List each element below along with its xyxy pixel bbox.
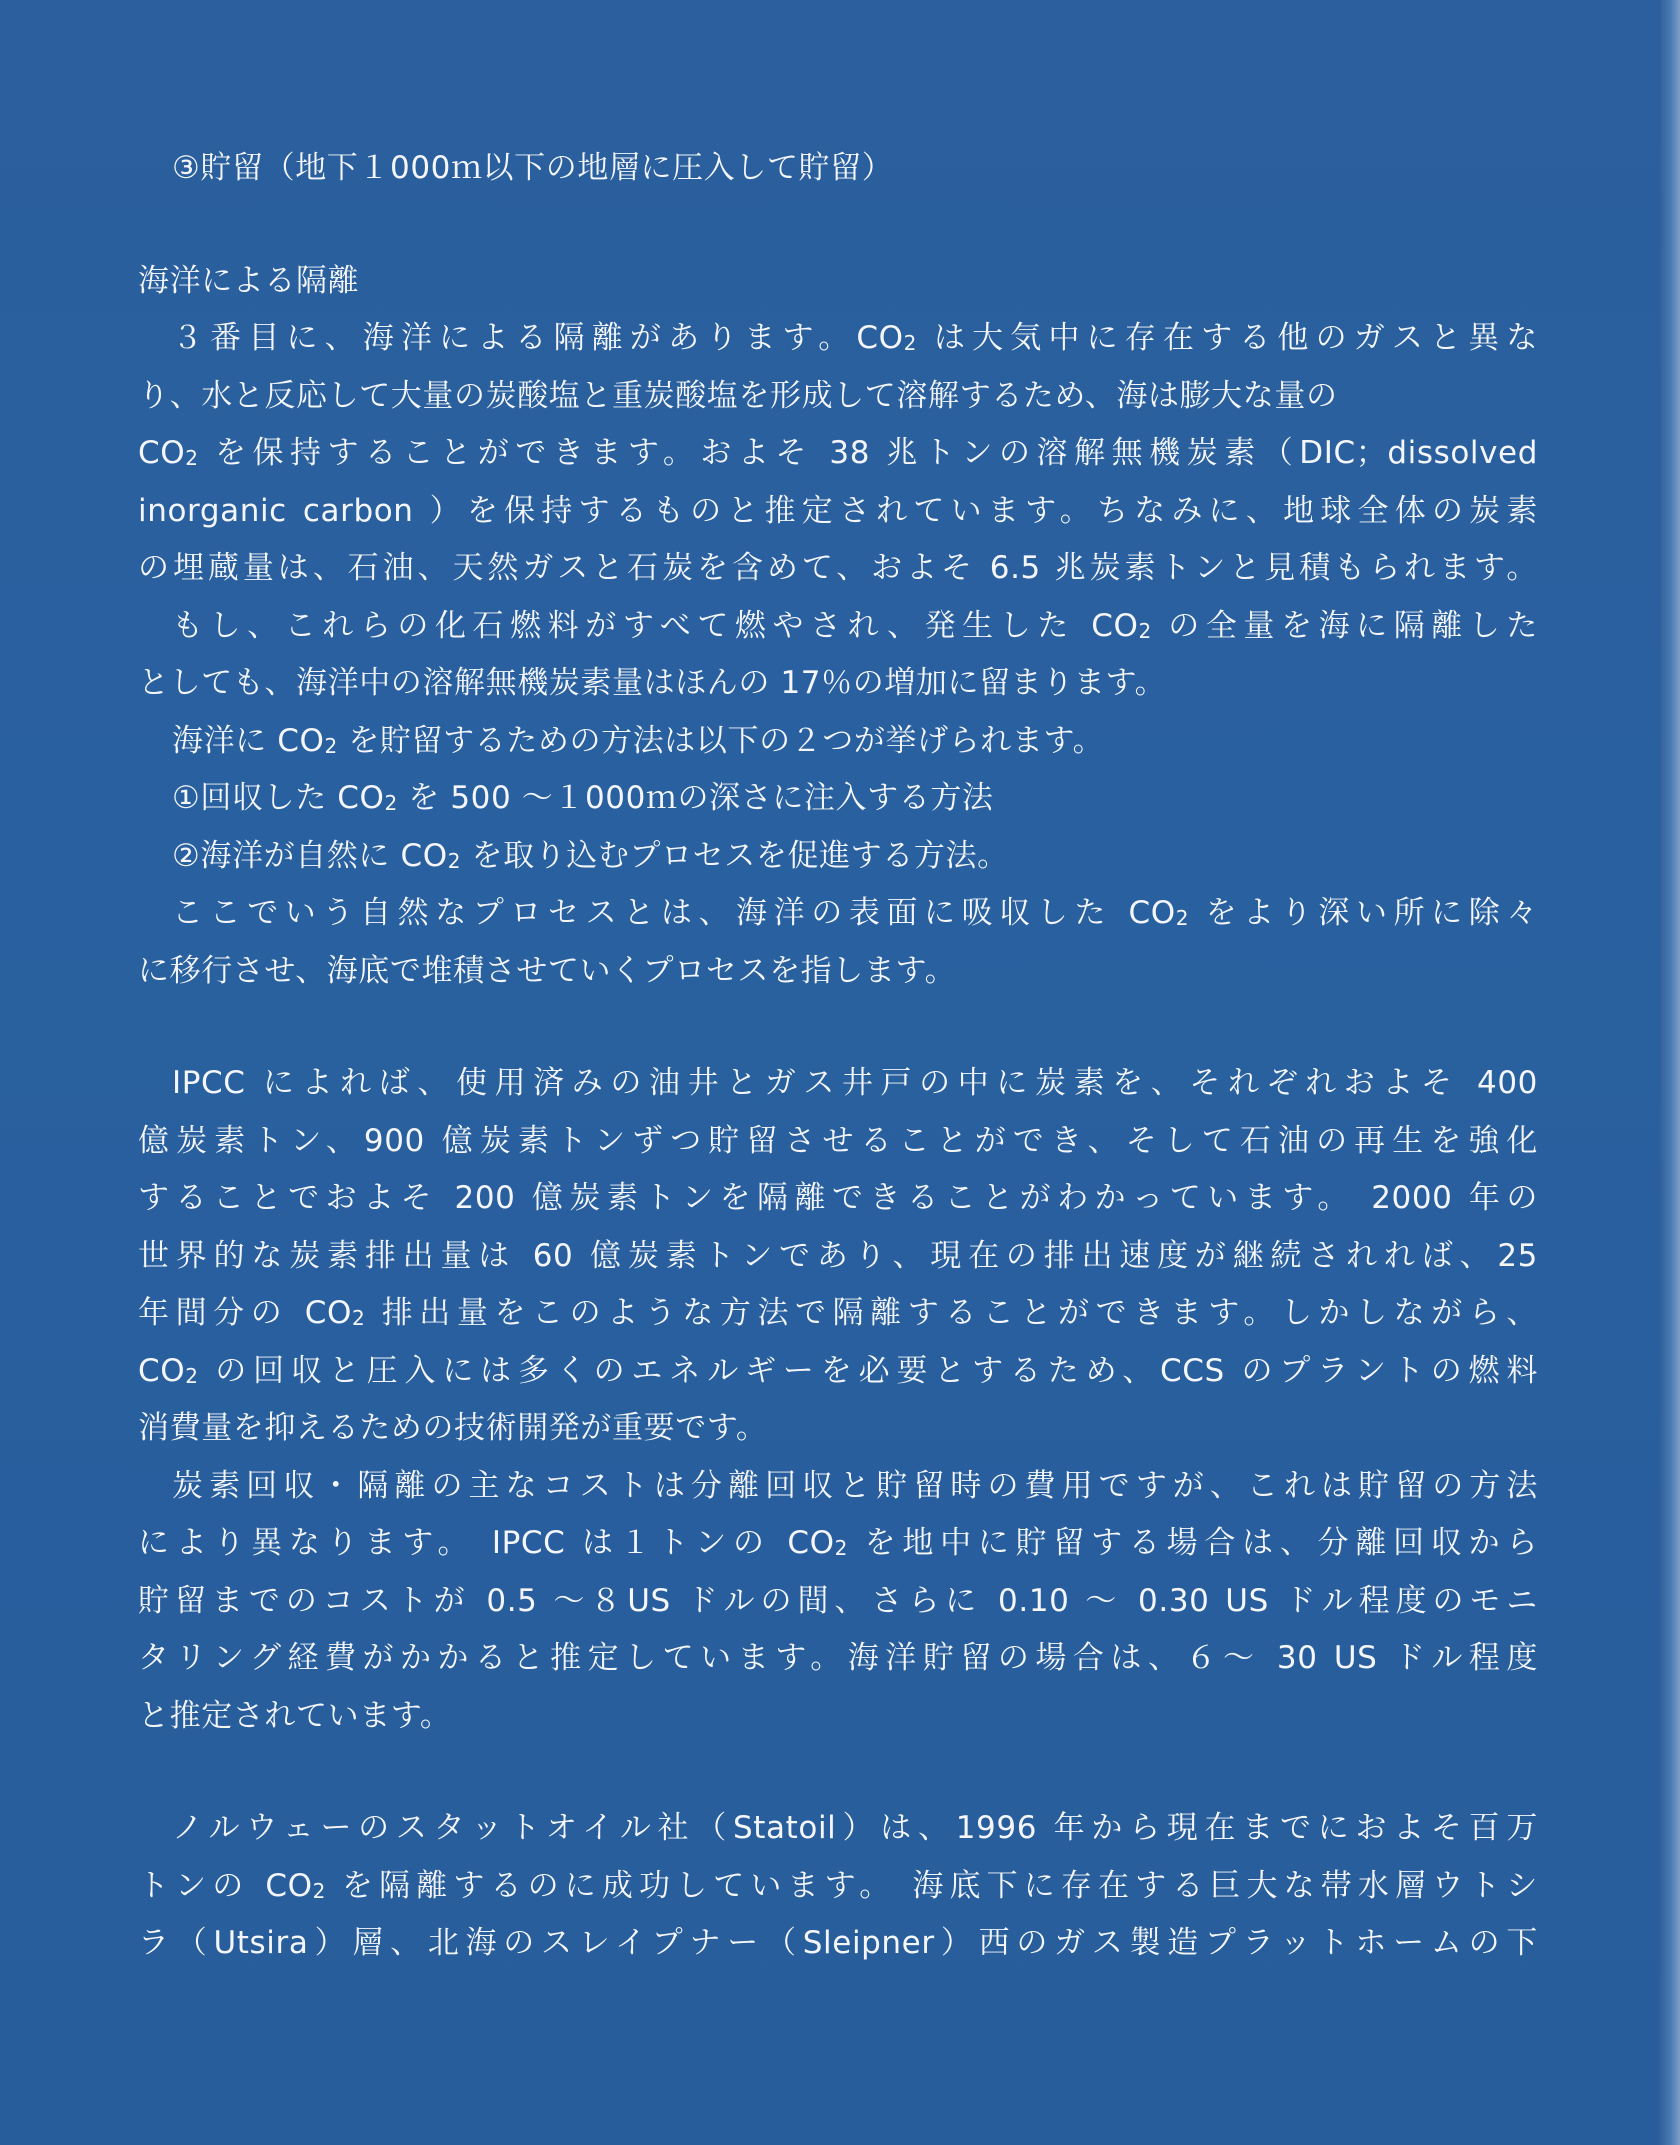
paragraph-ocean-methods	[138, 713, 1538, 771]
text-line	[138, 1228, 1538, 1286]
spacer	[138, 198, 1538, 253]
text-run: もし、これらの化石燃料がすべて燃やされ、発生した CO	[172, 607, 1139, 644]
paragraph-ocean-sequestration	[138, 310, 1538, 598]
section-heading-ocean: 海洋による隔離	[138, 262, 360, 299]
text-line	[138, 483, 1538, 541]
text-line	[138, 1915, 1538, 1973]
text-line	[138, 943, 1538, 1001]
text-run: ①回収した CO	[172, 780, 385, 816]
text-run: り、水と反応して大量の炭酸塩と重炭酸塩を形成して溶解するため、海は膨大な量の	[138, 377, 1338, 414]
text-line	[138, 1458, 1538, 1516]
subscript: 2	[384, 791, 398, 815]
text-line	[138, 1630, 1538, 1688]
paragraph-fossil-fuel-burn	[138, 598, 1538, 713]
subscript: 2	[1138, 618, 1152, 643]
text-run: を保持することができます。およそ 38 兆トンの溶解無機炭素（DIC；dissolved	[198, 435, 1538, 471]
subscript: 2	[185, 446, 199, 470]
text-run: を地中に貯留する場合は、分離回収から	[847, 1525, 1538, 1561]
text-line	[138, 310, 1538, 368]
text-run: の回収と圧入には多くのエネルギーを必要とするため、CCS のプラントの燃料	[198, 1352, 1538, 1389]
text-run: と推定されています。	[138, 1697, 452, 1734]
text-run: を貯留するための方法は以下の２つが挙げられます。	[337, 722, 1105, 759]
paragraph-statoil	[138, 1800, 1538, 1973]
text-run: を取り込むプロセスを促進する方法。	[461, 837, 1009, 874]
storage-item-3: ③貯留（地下１000ｍ以下の地層に圧入して貯留）	[172, 150, 894, 186]
text-run: 年間分の CO	[138, 1295, 352, 1331]
subscript: 2	[351, 1306, 366, 1330]
text-run: 世界的な炭素排出量は 60 億炭素トンであり、現在の排出速度が継続されれば、25	[138, 1237, 1538, 1274]
text-run: トンの CO	[138, 1867, 313, 1904]
text-run: することでおよそ 200 億炭素トンを隔離できることがわかっています。 2000 年の	[138, 1180, 1538, 1216]
method-item-1	[138, 770, 1538, 828]
text-line	[138, 598, 1538, 656]
spacer	[138, 1745, 1538, 1800]
text-run: ノルウェーのスタットオイル社（Statoil）は、1996 年から現在までにおよそ百万	[172, 1810, 1538, 1846]
text-run: ３番目に、海洋による隔離があります。CO	[172, 320, 904, 356]
text-run: CO	[138, 1352, 186, 1389]
spacer	[138, 1000, 1538, 1055]
text-run: inorganic carbon ）を保持するものと推定されています。ちなみに、地球全体の炭素	[138, 492, 1538, 529]
text-run: の埋蔵量は、石油、天然ガスと石炭を含めて、およそ 6.5 兆炭素トンと見積もられます。	[138, 550, 1538, 586]
text-line	[138, 1170, 1538, 1228]
text-line	[138, 1343, 1538, 1401]
text-line	[138, 828, 1538, 886]
paragraph-natural-process	[138, 885, 1538, 1000]
subscript: 2	[1175, 906, 1190, 930]
text-run: をより深い所に除々	[1189, 895, 1538, 931]
text-line	[138, 1573, 1538, 1631]
text-run: 億炭素トン、900 億炭素トンずつ貯留させることができ、そして石油の再生を強化	[138, 1122, 1538, 1159]
text-run: に移行させ、海底で堆積させていくプロセスを指します。	[138, 952, 957, 989]
text-run: 海洋に CO	[172, 722, 325, 759]
text-run: 貯留までのコストが 0.5 ～８US ドルの間、さらに 0.10 ～ 0.30 US ドル程度のモニ	[138, 1582, 1538, 1619]
text-line	[138, 1858, 1538, 1916]
subscript: 2	[447, 848, 462, 873]
document-page	[138, 140, 1538, 1973]
subscript: 2	[185, 1363, 199, 1388]
text-run: 排出量をこのような方法で隔離することができます。しかしながら、	[365, 1295, 1538, 1331]
text-run: としても、海洋中の溶解無機炭素量はほんの 17％の増加に留まります。	[138, 665, 1167, 701]
text-line	[138, 1055, 1538, 1113]
text-run: ラ（Utsira）層、北海のスレイプナー（Sleipner）西のガス製造プラットホームの下	[138, 1925, 1538, 1961]
text-line	[138, 1515, 1538, 1573]
subscript: 2	[903, 331, 917, 355]
text-run: は大気中に存在する他のガスと異な	[916, 320, 1538, 356]
text-run: ここでいう自然なプロセスとは、海洋の表面に吸収した CO	[172, 895, 1176, 931]
text-line	[138, 540, 1538, 598]
subscript: 2	[324, 733, 338, 758]
text-line	[138, 1113, 1538, 1171]
text-line	[138, 425, 1538, 483]
text-line	[138, 368, 1538, 426]
text-run: ②海洋が自然に CO	[172, 837, 448, 874]
text-line	[138, 1285, 1538, 1343]
text-line	[138, 1800, 1538, 1858]
text-run: を隔離するのに成功しています。 海底下に存在する巨大な帯水層ウトシ	[325, 1867, 1539, 1904]
text-line	[138, 885, 1538, 943]
page-edge	[1658, 0, 1680, 2145]
text-line	[138, 713, 1538, 771]
text-run: タリング経費がかかると推定しています。海洋貯留の場合は、６～ 30 US ドル程度	[138, 1640, 1538, 1676]
text-run: IPCC によれば、使用済みの油井とガス井戸の中に炭素を、それぞれおよそ 400	[172, 1065, 1538, 1101]
method-item-2	[138, 828, 1538, 886]
text-run: 炭素回収・隔離の主なコストは分離回収と貯留時の費用ですが、これは貯留の方法	[172, 1467, 1538, 1504]
text-run: の全量を海に隔離した	[1151, 607, 1539, 644]
text-line	[138, 770, 1538, 828]
paragraph-cost	[138, 1458, 1538, 1746]
paragraph-ipcc-storage	[138, 1055, 1538, 1458]
text-line	[138, 1688, 1538, 1746]
subscript: 2	[834, 1536, 848, 1560]
text-line	[138, 655, 1538, 713]
text-run: を 500 ～１000ｍの深さに注入する方法	[397, 780, 994, 816]
subscript: 2	[312, 1878, 326, 1903]
text-run: 消費量を抑えるための技術開発が重要です。	[138, 1410, 768, 1446]
text-run: により異なります。 IPCC は１トンの CO	[138, 1525, 835, 1561]
text-run: CO	[138, 435, 186, 471]
text-line	[138, 1400, 1538, 1458]
